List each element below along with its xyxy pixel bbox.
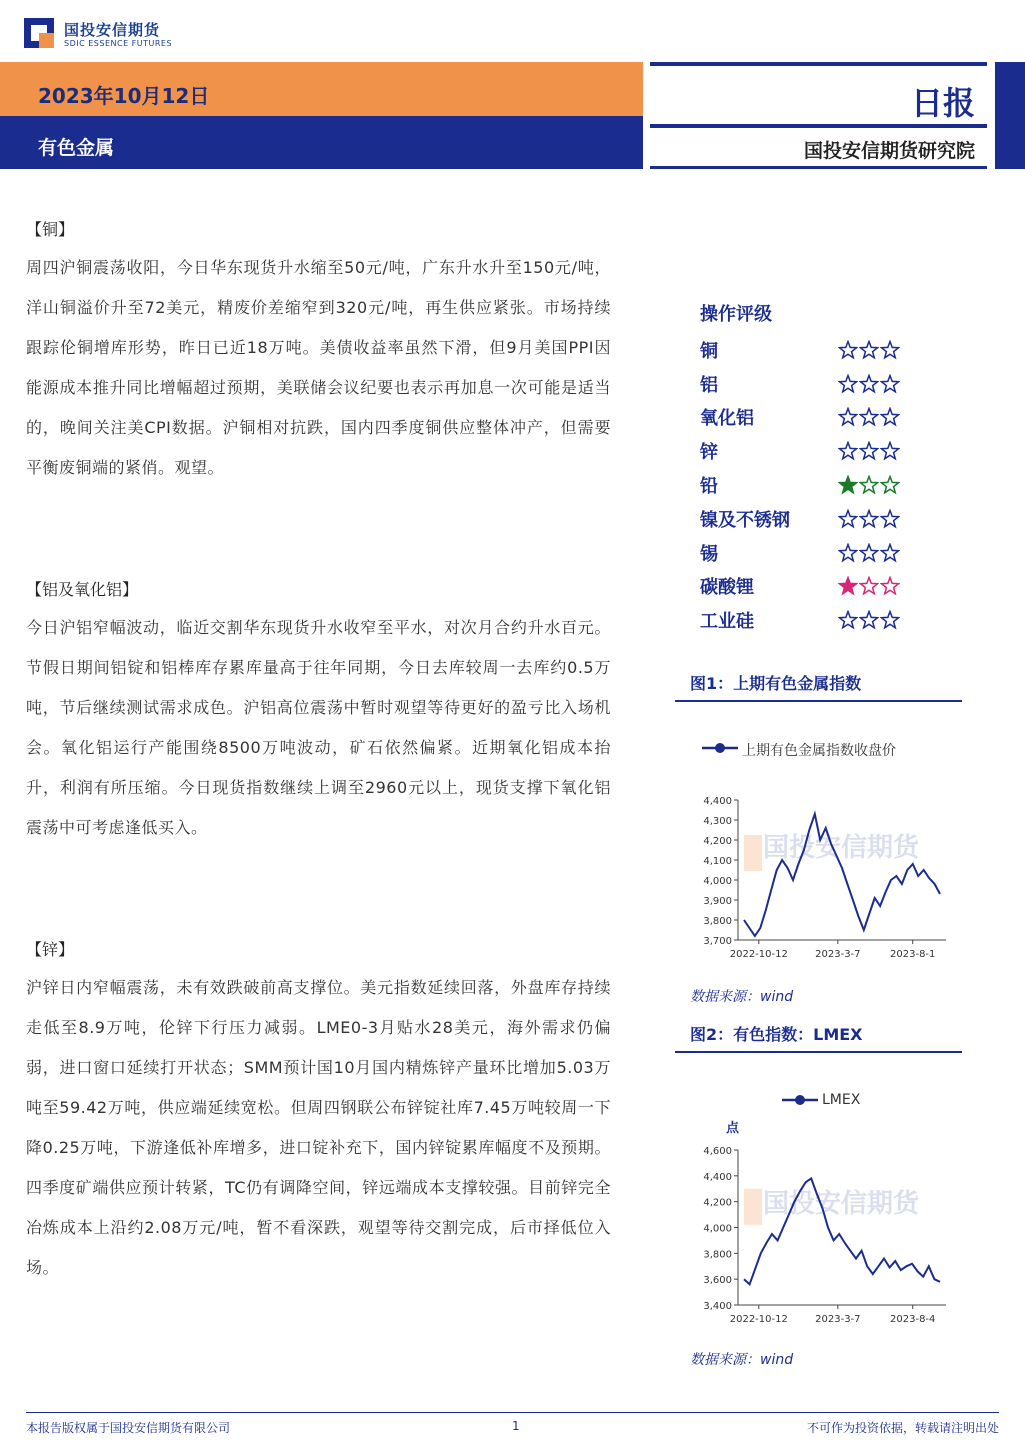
rating-row (700, 333, 930, 367)
figure2-title: 图2：有色指数：LMEX (690, 1025, 863, 1044)
logo-name: 国投安信期货 (64, 21, 161, 39)
legend-marker-icon (780, 1092, 820, 1108)
copper-paragraph: 周四沪铜震荡收阳，今日华东现货升水缩至50元/吨，广东升水升至150元/吨，洋山铜溢价升至72美元，精废价差缩窄到320元/吨，再生供应紧张。市场持续跟踪伦铜增库形势，昨日已近18万吨。美债收益率虽然下滑，但9月美国PPI因能源成本推升同比增幅超过预期，美联储会议纪要也表示再加息一次可能是适当的，晚间关注美CPI数据。沪铜相对抗跌，国内四季度铜供应整体冲产，但需要平衡废铜端的紧俏。观望。 (26, 258, 611, 477)
rating-row (700, 603, 930, 637)
side-accent (995, 62, 1025, 169)
logo-icon (24, 18, 54, 48)
rating-stars (838, 509, 900, 529)
rating-row (700, 367, 930, 401)
star-outline-icon (859, 576, 879, 596)
aluminum-heading: 【铝及氧化铝】 (26, 580, 139, 599)
rating-stars (838, 340, 900, 360)
y-tick-label: 3,800 (703, 916, 732, 927)
report-date: 2023年10月12日 (38, 84, 210, 108)
y-tick-label: 4,400 (703, 1171, 732, 1183)
x-tick-label: 2022-10-12 (729, 949, 788, 960)
rating-stars (838, 441, 900, 461)
divider (650, 124, 987, 128)
star-outline-icon (880, 340, 900, 360)
figure2-legend: LMEX (822, 1092, 861, 1108)
rating-row (700, 536, 930, 570)
x-tick-label: 2023-8-4 (890, 1314, 936, 1325)
star-outline-icon (838, 407, 858, 427)
rating-stars (838, 374, 900, 394)
page-number: 1 (512, 1419, 520, 1433)
chart-watermark: 国投安信期货 (763, 1189, 920, 1219)
y-tick-label: 3,900 (703, 896, 732, 907)
star-outline-icon (838, 340, 858, 360)
rating-row (700, 434, 930, 468)
star-outline-icon (859, 441, 879, 461)
report-type: 日报 (910, 84, 975, 122)
star-filled-icon (838, 475, 858, 495)
rating-stars (838, 475, 900, 495)
y-tick-label: 3,800 (703, 1249, 732, 1261)
chart-watermark-logo (744, 835, 762, 871)
divider (650, 166, 987, 169)
footer-divider (26, 1412, 999, 1413)
rating-name: 镍及不锈钢 (700, 509, 790, 531)
y-tick-label: 3,700 (703, 936, 732, 947)
aluminum-paragraph: 今日沪铝窄幅波动，临近交割华东现货升水收窄至平水，对次月合约升水百元。节假日期间铝锭和铝棒库存累库量高于往年同期，今日去库较周一去库约0.5万吨，节后继续测试需求成色。沪铝高位震荡中暂时观望等待更好的盈亏比入场机会。氧化铝运行产能围绕8500万吨波动，矿石依然偏紧。近期氧化铝成本抬升，利润有所压缩。今日现货指数继续上调至2960元以上，现货支撑下氧化铝震荡中可考虑逢低买入。 (26, 618, 611, 837)
institute-name: 国投安信期货研究院 (803, 140, 975, 162)
star-outline-icon (859, 340, 879, 360)
star-outline-icon (880, 441, 900, 461)
star-outline-icon (859, 407, 879, 427)
figure2-source: 数据来源：wind (690, 1352, 794, 1368)
star-outline-icon (880, 509, 900, 529)
y-tick-label: 4,000 (703, 876, 732, 887)
rating-row (700, 401, 930, 435)
divider (675, 1051, 962, 1053)
rating-list (700, 333, 930, 637)
rating-name: 锌 (700, 442, 718, 464)
rating-stars (838, 407, 900, 427)
y-tick-label: 4,200 (703, 1197, 732, 1209)
rating-name: 锡 (700, 543, 718, 565)
chart-watermark-logo (744, 1189, 762, 1225)
y-tick-label: 4,000 (703, 1223, 732, 1235)
rating-name: 工业硅 (700, 611, 754, 633)
star-outline-icon (880, 374, 900, 394)
zinc-paragraph: 沪锌日内窄幅震荡，未有效跌破前高支撑位。美元指数延续回落，外盘库存持续走低至8.9万吨，伦锌下行压力减弱。LME0-3月贴水28美元，海外需求仍偏弱，进口窗口延续打开状态；SMM预计国10月国内精炼锌产量环比增加5.03万吨至59.42万吨，供应端延续宽松。但周四钢联公布锌锭社库7.45万吨较周一下降0.25万吨，下游逢低补库增多，进口锭补充下，国内锌锭累库幅度不及预期。四季度矿端供应预计转紧，TC仍有调降空间，锌远端成本支撑较强。目前锌完全冶炼成本上沿约2.08万元/吨，暂不看深跌，观望等待交割完成，后市择低位入场。 (26, 978, 611, 1277)
y-tick-label: 4,600 (703, 1146, 732, 1157)
zinc-heading: 【锌】 (26, 940, 75, 959)
section-title: 有色金属 (38, 137, 115, 159)
rating-row (700, 502, 930, 536)
figure1-legend: 上期有色金属指数收盘价 (742, 743, 896, 759)
divider (650, 62, 987, 66)
y-tick-label: 3,400 (703, 1301, 732, 1312)
star-outline-icon (880, 576, 900, 596)
x-tick-label: 2023-3-7 (815, 949, 861, 960)
x-tick-label: 2022-10-12 (729, 1314, 788, 1325)
x-tick-label: 2023-3-7 (815, 1314, 861, 1325)
y-tick-label: 4,200 (703, 836, 732, 847)
footer-copyright: 本报告版权属于国投安信期货有限公司 (26, 1421, 231, 1435)
star-filled-icon (838, 576, 858, 596)
rating-title: 操作评级 (700, 304, 772, 325)
star-outline-icon (838, 441, 858, 461)
figure1-title: 图1：上期有色金属指数 (690, 674, 862, 693)
rating-row (700, 570, 930, 604)
star-outline-icon (880, 543, 900, 563)
rating-name: 碳酸锂 (700, 577, 754, 599)
chart-watermark: 国投安信期货 (763, 833, 920, 863)
star-outline-icon (838, 543, 858, 563)
footer-disclaimer: 不可作为投资依据，转载请注明出处 (806, 1421, 999, 1435)
star-outline-icon (859, 374, 879, 394)
star-outline-icon (838, 610, 858, 630)
star-outline-icon (859, 543, 879, 563)
figure1-source: 数据来源：wind (690, 989, 794, 1005)
x-tick-label: 2023-8-1 (890, 949, 936, 960)
rating-name: 铅 (700, 476, 718, 498)
y-tick-label: 4,300 (703, 816, 732, 827)
y-tick-label: 4,400 (703, 796, 732, 807)
star-outline-icon (880, 407, 900, 427)
rating-name: 氧化铝 (700, 408, 754, 430)
star-outline-icon (838, 509, 858, 529)
legend-marker-icon (700, 740, 740, 756)
figure2-chart (690, 1140, 960, 1335)
star-outline-icon (880, 610, 900, 630)
star-outline-icon (859, 509, 879, 529)
rating-row (700, 468, 930, 502)
copper-heading: 【铜】 (26, 220, 75, 239)
figure2-unit: 点 (726, 1121, 740, 1136)
star-outline-icon (859, 610, 879, 630)
rating-stars (838, 543, 900, 563)
y-tick-label: 3,600 (703, 1275, 732, 1287)
logo-english-name: SDIC ESSENCE FUTURES (64, 39, 173, 48)
rating-stars (838, 610, 900, 630)
rating-stars (838, 576, 900, 596)
rating-name: 铝 (700, 374, 718, 396)
divider (675, 700, 962, 702)
y-tick-label: 4,100 (703, 856, 732, 867)
figure1-chart (690, 790, 960, 970)
rating-name: 铜 (700, 340, 718, 362)
star-outline-icon (880, 475, 900, 495)
star-outline-icon (859, 475, 879, 495)
star-outline-icon (838, 374, 858, 394)
